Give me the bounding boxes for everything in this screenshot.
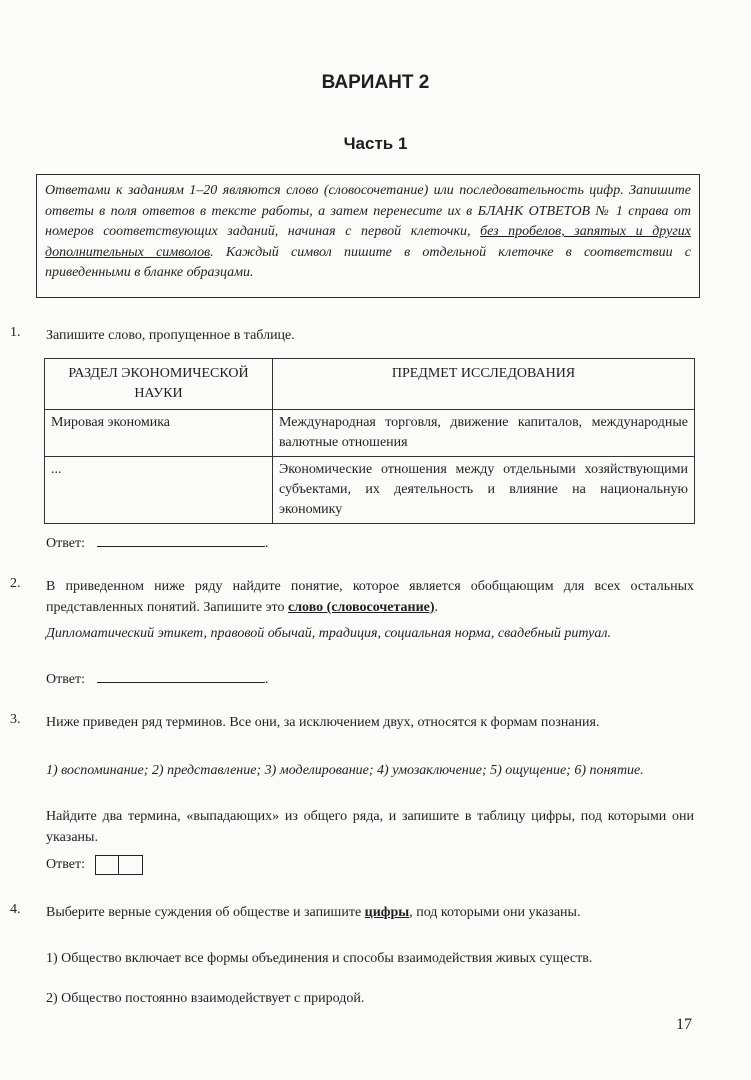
q4-text-emphasis: цифры — [364, 905, 410, 920]
q1-number: 1. — [10, 325, 21, 340]
answer-cell[interactable] — [95, 855, 119, 875]
answer-label: Ответ: — [46, 672, 85, 687]
q3-answer — [46, 855, 143, 875]
answer-end: . — [264, 536, 269, 551]
instructions-box — [36, 174, 700, 298]
q3-task: Найдите два термина, «выпадающих» из общего ряда, и запишите в таблицу цифры, под которыми они указаны. — [46, 809, 694, 845]
q2-text — [46, 576, 694, 618]
variant-title: ВАРИАНТ 2 — [321, 72, 430, 93]
q2-number: 2. — [10, 576, 21, 591]
table-row — [45, 410, 695, 457]
q3-number: 3. — [10, 712, 21, 727]
answer-cell[interactable] — [119, 855, 143, 875]
answer-end: . — [264, 672, 269, 687]
q4-text-end: , под которыми они указаны. — [409, 905, 581, 920]
page-number: 17 — [676, 1016, 692, 1033]
q2-text-emphasis: слово (словосочетание) — [287, 600, 435, 615]
q3-list: 1) воспоминание; 2) представление; 3) моделирование; 4) умозаключение; 5) ощущение; 6) понятие. — [46, 763, 644, 778]
instructions-text-end: . Каждый символ пишите в отдельной клеточке в соответствии с приведенными в бланке образцами. — [45, 244, 692, 281]
answer-label: Ответ: — [46, 536, 85, 551]
table-cell: Мировая экономика — [45, 410, 273, 457]
q4-number: 4. — [10, 902, 21, 917]
q1-answer-field[interactable] — [97, 534, 265, 547]
answer-label: Ответ: — [46, 857, 85, 873]
q2-text-start: В приведенном ниже ряду найдите понятие, которое является обобщающим для всех остальных представленных понятий. Запишите это — [46, 579, 694, 615]
instructions-underlined: без пробелов, запятых и других дополнительных символов — [45, 224, 691, 260]
q1-table — [44, 358, 695, 524]
table-row — [45, 457, 695, 524]
q4-option-1: 1) Общество включает все формы объединения и способы взаимодействия живых существ. — [46, 951, 593, 966]
table-cell: Экономические отношения между отдельными хозяйствующими субъектами, их деятельность и влияние на национальную экономику — [273, 457, 695, 524]
q4-text — [46, 902, 694, 923]
q3-text: Ниже приведен ряд терминов. Все они, за исключением двух, относятся к формам познания. — [46, 715, 600, 730]
table-header-subject: ПРЕДМЕТ ИССЛЕДОВАНИЯ — [273, 359, 695, 410]
q2-list: Дипломатический этикет, правовой обычай, традиция, социальная норма, свадебный ритуал. — [46, 626, 611, 641]
q1-answer — [46, 534, 268, 552]
q4-text-start: Выберите верные суждения об обществе и запишите — [46, 905, 365, 920]
q2-text-end: . — [434, 600, 439, 615]
part-title: Часть 1 — [343, 134, 408, 153]
q2-answer-field[interactable] — [97, 670, 265, 683]
table-cell: Международная торговля, движение капиталов, международные валютные отношения — [273, 410, 695, 457]
instructions-text: Ответами к заданиям 1–20 являются слово (словосочетание) или последовательность цифр. Запишите ответы в поля ответов в тексте работы, а затем перенесите их в БЛАНК ОТВЕТОВ № 1 справа от номеров соответствующих заданий, начиная с первой клеточки, — [45, 183, 691, 240]
q3-answer-boxes — [95, 855, 143, 875]
table-header-row — [45, 359, 695, 410]
q1-text: Запишите слово, пропущенное в таблице. — [46, 328, 295, 343]
table-header-section: РАЗДЕЛ ЭКОНОМИЧЕСКОЙ НАУКИ — [45, 359, 273, 410]
table-cell-missing: ... — [45, 457, 273, 524]
q2-answer — [46, 670, 268, 688]
q4-option-2: 2) Общество постоянно взаимодействует с природой. — [46, 991, 365, 1006]
